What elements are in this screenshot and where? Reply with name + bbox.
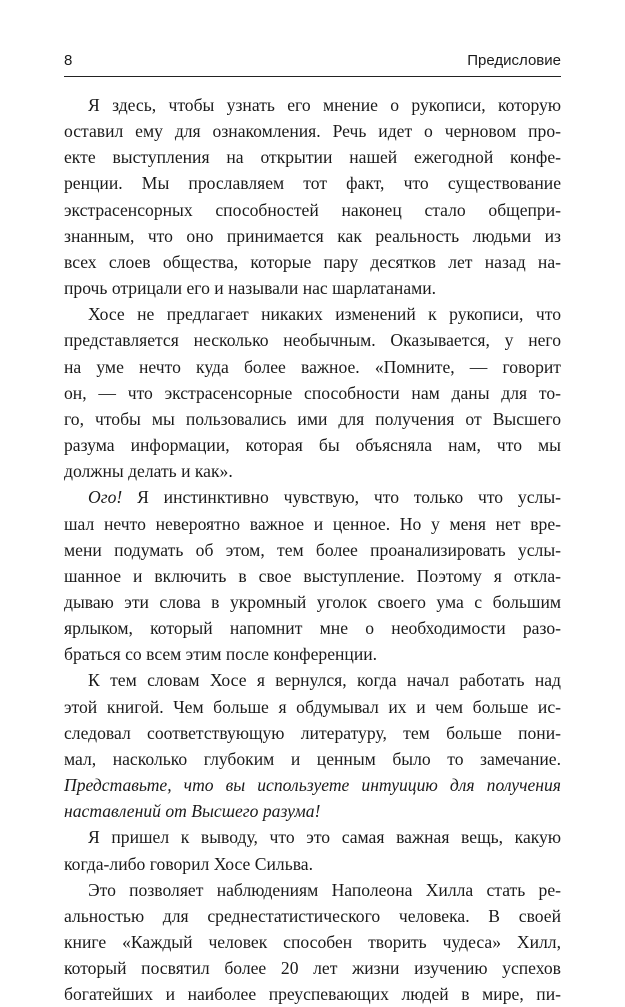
text-line: дываю эти слова в укромный уголок своего ума с большим <box>64 591 561 612</box>
text-line: мени подумать об этом, тем более проанализировать услы- <box>64 539 561 560</box>
text-line: альностью для среднестатистического человека. В своей <box>64 905 561 926</box>
text-line: богатейших и наиболее преуспевающих людей в мире, пи- <box>64 984 561 1005</box>
text-line: этой книгой. Чем больше я обдумывал их и чем больше ис- <box>64 696 561 717</box>
paragraph <box>64 877 561 1007</box>
text-line: екте выступления на открытии нашей ежегодной конфе- <box>64 147 561 168</box>
text-line: Хосе не предлагает никаких изменений к рукописи, что <box>88 304 561 325</box>
text-line: экстрасенсорных способностей наконец стало общепри- <box>64 199 561 220</box>
text-line: оставил ему для ознакомления. Речь идет о черновом про- <box>64 121 561 142</box>
text-line: представляется несколько необычным. Оказывается, у него <box>64 330 561 351</box>
text-line: шал нечто невероятно важное и ценное. Но у меня нет вре- <box>64 513 561 534</box>
text-line: всех слоев общества, которые пару десятков лет назад на- <box>64 251 561 272</box>
text-line: браться со всем этим после конференции. <box>64 644 378 665</box>
text-line: должны делать и как». <box>64 461 233 482</box>
paragraph <box>64 484 561 667</box>
text-line: разума информации, которая бы объясняла нам, что мы <box>64 435 561 456</box>
section-title: Предисловие <box>467 52 561 69</box>
running-header <box>64 50 561 74</box>
text-line: на уме нечто куда более важное. «Помните, — говорит <box>64 356 561 377</box>
italic-line: Представьте, что вы используете интуицию для получения <box>64 775 561 796</box>
text-run: Я инстинктивно чувствую, что только что услы- <box>122 487 561 508</box>
paragraph <box>64 667 561 824</box>
text-line: ярлыком, который напомнит мне о необходимости разо- <box>64 618 561 639</box>
text-line: который посвятил более 20 лет жизни изучению успехов <box>64 958 561 979</box>
body-text <box>64 92 561 1007</box>
text-line: знанным, что оно принимается как реальность людьми из <box>64 225 561 246</box>
text-line: К тем словам Хосе я вернулся, когда начал работать над <box>88 670 561 691</box>
text-line: Я пришел к выводу, что это самая важная вещь, какую <box>88 827 561 848</box>
text-line: ренции. Мы прославляем тот факт, что существование <box>64 173 561 194</box>
header-rule <box>64 76 561 77</box>
italic-line: наставлений от Высшего разума! <box>64 801 321 822</box>
italic-lead: Ого! <box>88 487 123 508</box>
paragraph <box>64 92 561 301</box>
text-line <box>64 484 561 510</box>
text-line: когда-либо говорил Хосе Сильва. <box>64 853 314 874</box>
text-line: мал, насколько глубоким и ценным было то замечание. <box>64 748 561 769</box>
page-number: 8 <box>64 52 73 69</box>
paragraph <box>64 824 561 876</box>
text-line: Я здесь, чтобы узнать его мнение о рукописи, которую <box>88 95 561 115</box>
text-line: книге «Каждый человек способен творить чудеса» Хилл, <box>64 932 561 952</box>
text-line: го, чтобы мы пользовались ими для получения от Высшего <box>64 408 561 429</box>
text-line: шанное и включить в свое выступление. Поэтому я откла- <box>64 565 561 586</box>
text-line: прочь отрицали его и называли нас шарлатанами. <box>64 278 437 299</box>
text-line: Это позволяет наблюдениям Наполеона Хилла стать ре- <box>88 879 561 900</box>
text-line: он, — что экстрасенсорные способности нам даны для то- <box>64 382 561 403</box>
text-line: следовал соответствующую литературу, тем больше пони- <box>64 722 561 743</box>
paragraph <box>64 301 561 484</box>
